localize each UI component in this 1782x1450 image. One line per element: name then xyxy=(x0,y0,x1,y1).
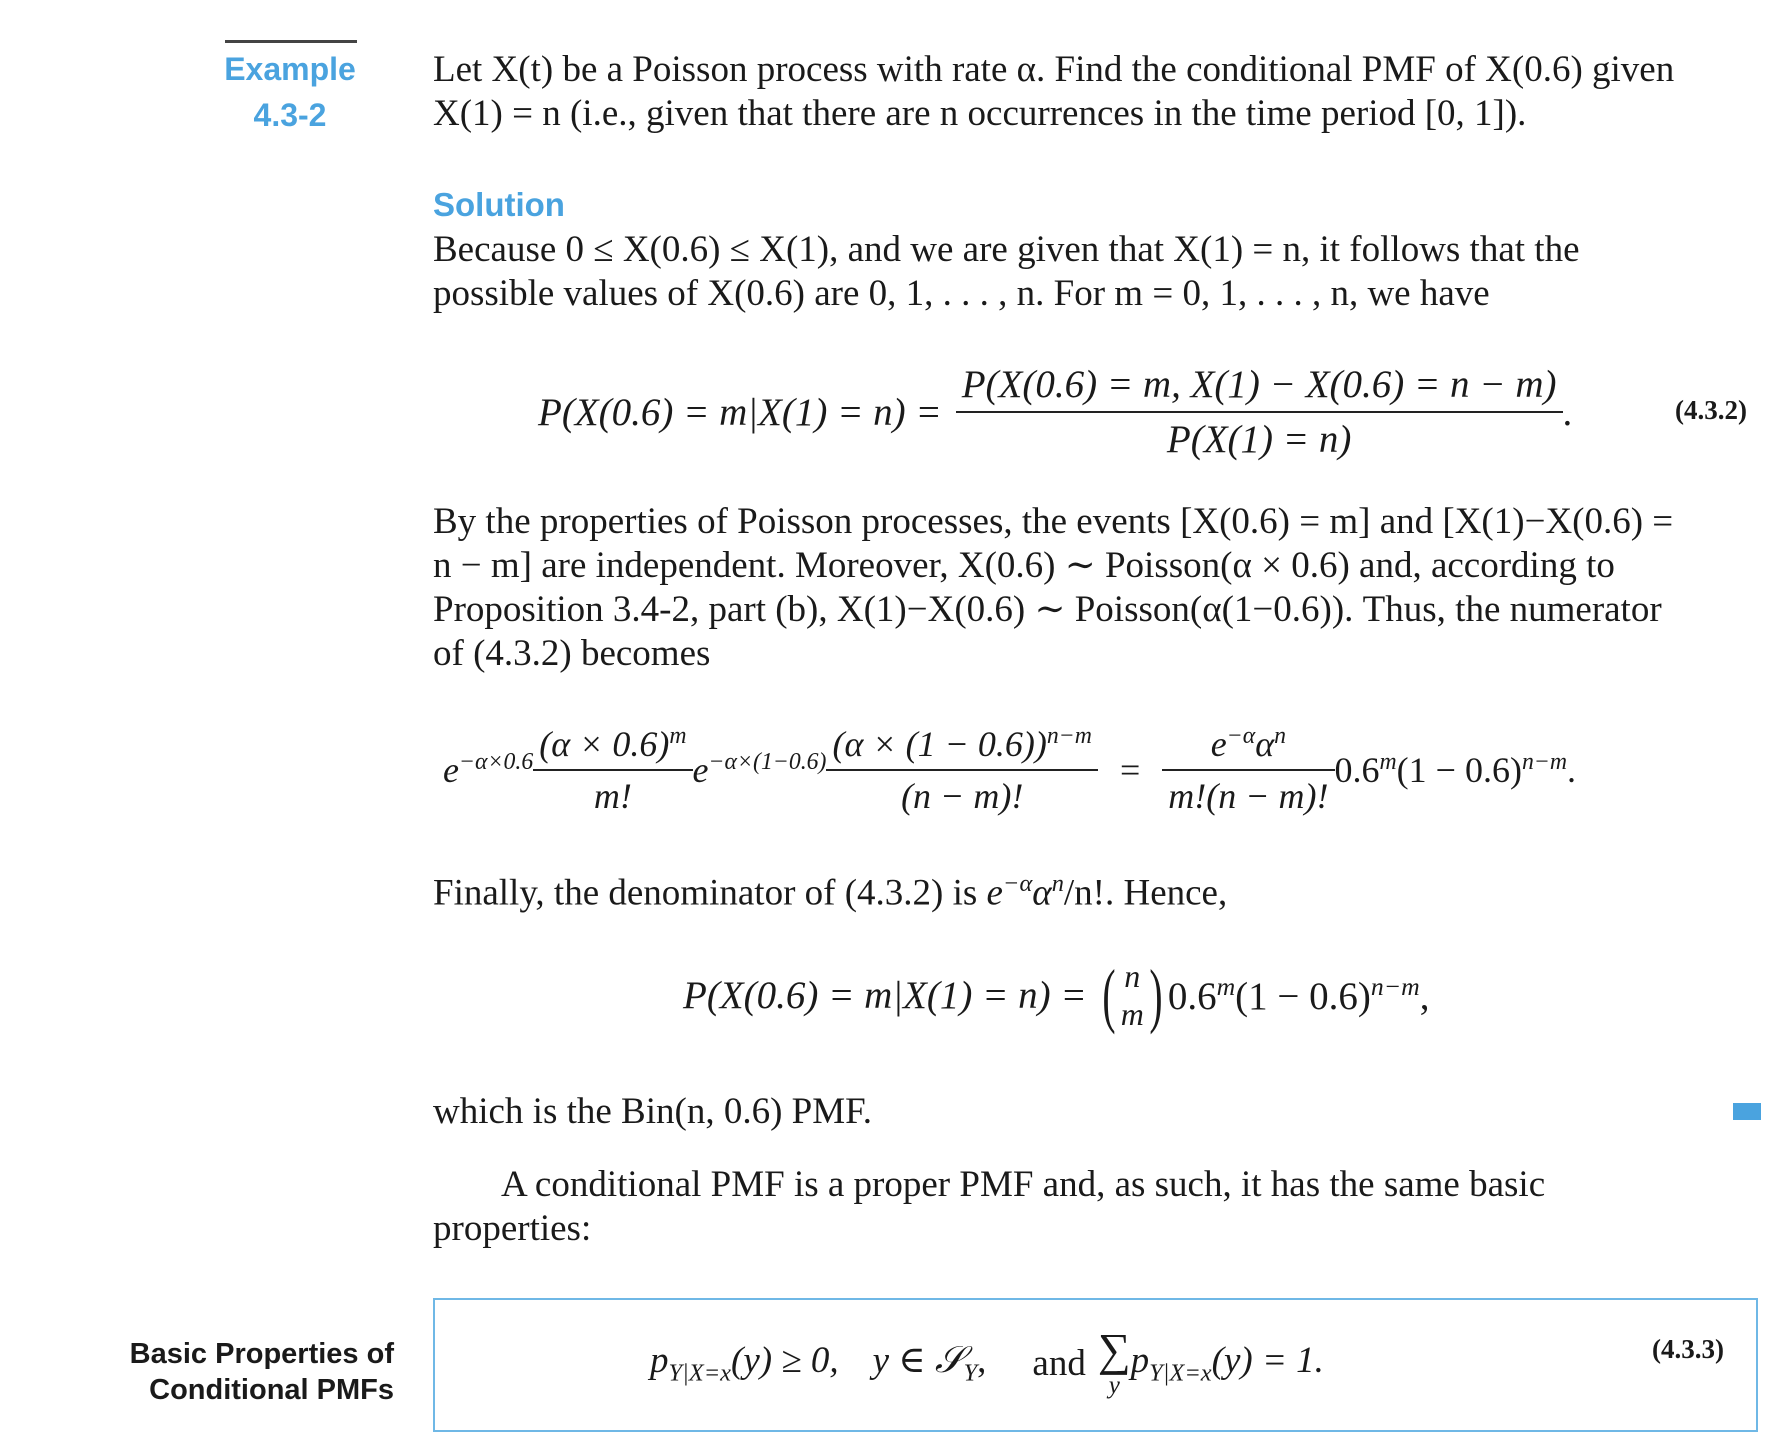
solution-para2-line4: of (4.3.2) becomes xyxy=(433,633,711,674)
eq1-fraction xyxy=(956,362,1563,462)
eq1-tag: (4.3.2) xyxy=(1675,395,1747,425)
equation-4-3-2 xyxy=(538,362,1572,462)
eq2-tail: $0.6^m(1 - 0.6)^{n-m}$. xyxy=(1334,749,1577,790)
eq4-term1: $p_{Y|X=x}(y) \ge 0$, xyxy=(650,1339,839,1387)
equation-4-3-3 xyxy=(650,1318,1324,1408)
solution-para2-line2: n − m] are independent. Moreover, X(0.6) ∼ Poisson(α × 0.6) and, according to xyxy=(433,545,1615,586)
eq2-frac1: $\frac{(\alpha \times 0.6)^m}{m!}$ xyxy=(533,723,692,817)
solution-para2-line3: Proposition 3.4-2, part (b), X(1)−X(0.6) ∼ Poisson(α(1−0.6)). Thus, the numerator xyxy=(433,589,1662,630)
solution-para1-line2: possible values of X(0.6) are 0, 1, . . . , n. For m = 0, 1, . . . , n, we have xyxy=(433,273,1490,314)
example-statement-line1: Let X(t) be a Poisson process with rate α. Find the conditional PMF of X(0.6) given xyxy=(433,49,1675,90)
solution-para4: which is the Bin(n, 0.6) PMF. xyxy=(433,1091,872,1132)
eq1-numerator: P(X(0.6) = m, X(1) − X(0.6) = n − m) xyxy=(961,363,1557,406)
eq4-set: y ∈ 𝒮$_Y$, xyxy=(872,1340,987,1387)
example-label: Example xyxy=(224,51,356,87)
solution-para2-line1: By the properties of Poisson processes, the events [X(0.6) = m] and [X(1)−X(0.6) = xyxy=(433,501,1674,542)
eq2-e1: $e^{-\alpha\times 0.6}$ xyxy=(443,749,534,790)
eq2-e2: $e^{-\alpha\times(1-0.6)}$ xyxy=(692,749,827,790)
eq3-tail: $0.6^m(1 - 0.6)^{n-m}$, xyxy=(1167,971,1430,1018)
eq1-period: . xyxy=(1562,390,1573,434)
qed-square-icon xyxy=(1733,1103,1761,1120)
continuation-line2: properties: xyxy=(433,1208,592,1249)
eq4-tag: (4.3.3) xyxy=(1652,1334,1724,1364)
summation-sign: ∑ y xyxy=(1097,1324,1131,1399)
example-statement-line2: X(1) = n (i.e., given that there are n occurrences in the time period [0, 1]). xyxy=(433,93,1527,134)
continuation-line1: A conditional PMF is a proper PMF and, as such, it has the same basic xyxy=(501,1164,1546,1205)
eq3-lhs: P(X(0.6) = m|X(1) = n) = xyxy=(683,973,1087,1017)
eq4-and: and xyxy=(1032,1342,1086,1384)
binomial-coefficient: ( n m ) xyxy=(1102,955,1163,1035)
eq1-lhs: P(X(0.6) = m|X(1) = n) = xyxy=(538,390,942,434)
solution-para3: Finally, the denominator of (4.3.2) is $e^{-\alpha}\alpha^n/n$!. Hence, xyxy=(433,870,1228,914)
solution-para1-line1: Because 0 ≤ X(0.6) ≤ X(1), and we are given that X(1) = n, it follows that the xyxy=(433,229,1580,270)
box-side-label-line2: Conditional PMFs xyxy=(149,1374,394,1406)
box-side-label-line1: Basic Properties of xyxy=(129,1338,394,1370)
header-rule xyxy=(225,40,357,43)
binomial-result xyxy=(683,945,1429,1045)
numerator-expansion xyxy=(443,715,1576,825)
eq1-denominator: P(X(1) = n) xyxy=(1166,418,1352,461)
solution-heading: Solution xyxy=(433,186,565,223)
example-number: 4.3-2 xyxy=(253,97,327,133)
eq2-frac2: $\frac{(\alpha \times (1 - 0.6))^{n-m}}{(n - m)!}$ xyxy=(826,723,1098,817)
eq4-term2: $p_{Y|X=x}(y) = 1$. xyxy=(1130,1339,1324,1387)
eq2-frac3: $\frac{e^{-\alpha}\alpha^n}{m!(n - m)!}$ xyxy=(1162,723,1334,817)
eq2-equals: = xyxy=(1119,750,1141,790)
